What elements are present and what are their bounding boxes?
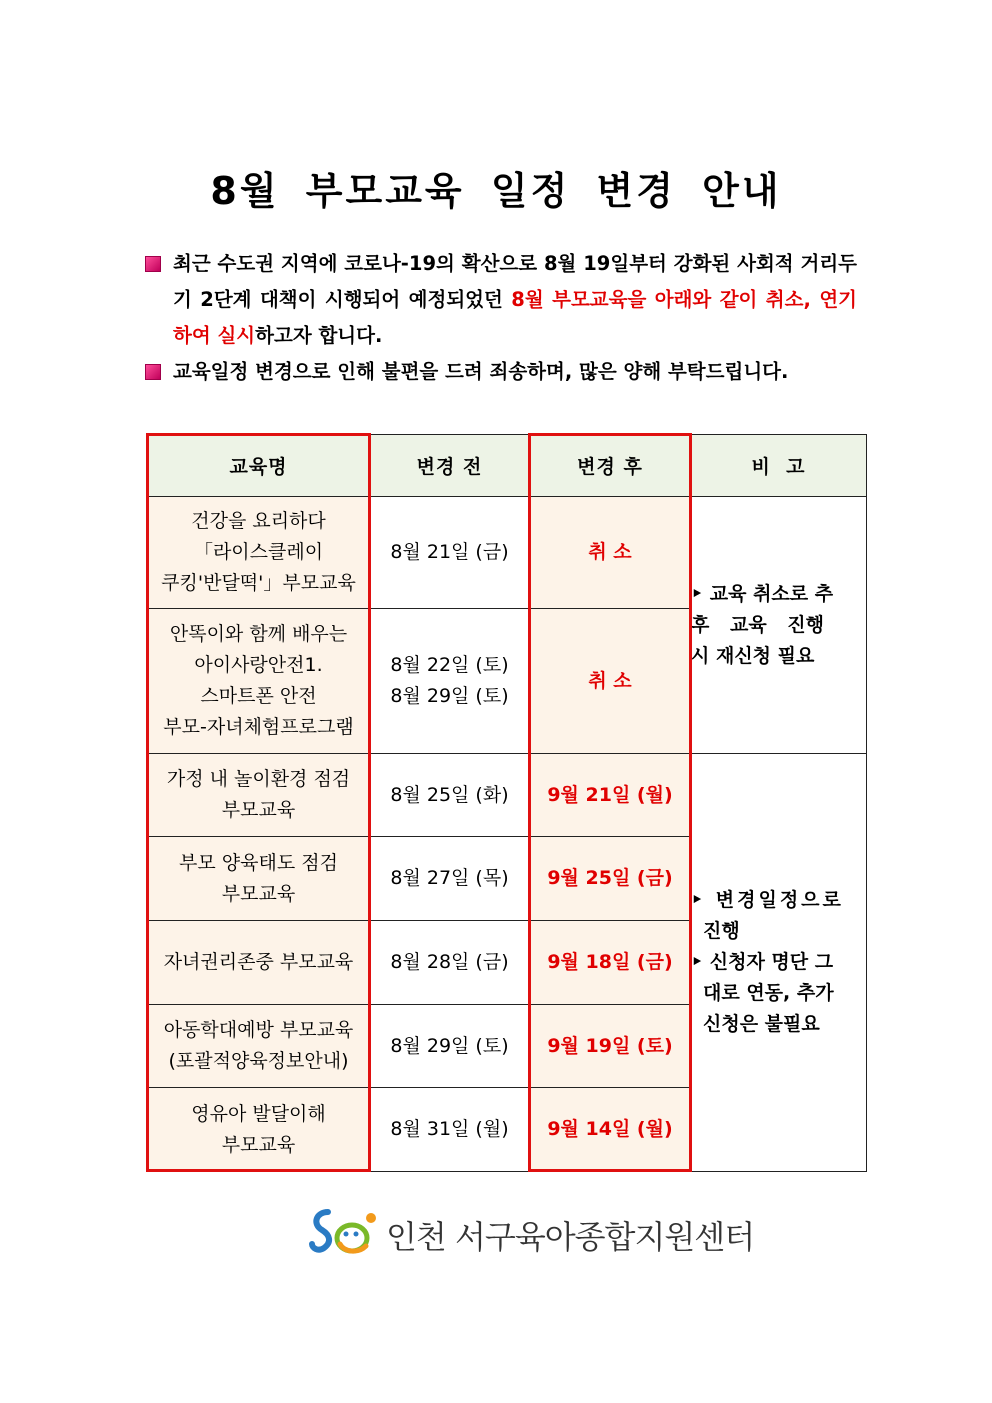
center-logo: [308, 1202, 755, 1262]
header-after: 변경 후: [530, 435, 691, 497]
program-name: 부모 양육태도 점검 부모교육: [148, 837, 370, 921]
bullet-apology-text: 교육일정 변경으로 인해 불편을 드려 죄송하며, 많은 양해 부탁드립니다.: [173, 360, 789, 383]
date-before: 8월 27일 (목): [370, 837, 530, 921]
date-before: 8월 25일 (화): [370, 754, 530, 837]
bullet-apology: [145, 354, 857, 390]
program-name: 아동학대예방 부모교육 (포괄적양육정보안내): [148, 1005, 370, 1088]
remarks-cancel: ‣ 교육 취소로 추 후 교육 진행 시 재신청 필요: [691, 497, 867, 754]
bullet-covid-notice: [145, 246, 857, 354]
table-header-row: [148, 435, 867, 497]
date-after: 9월 25일 (금): [530, 837, 691, 921]
bullet-text-part-a: 최근 수도권 지역에 코로나-19의 확산으로 8월 19일부터 강화된 사회적 거리두기 2단계 대책이 시행되어 예정되었던: [173, 252, 857, 311]
center-logo-text: 인천 서구육아종합지원센터: [386, 1218, 755, 1256]
table-row: [148, 754, 867, 837]
bullet-square-icon: [145, 364, 161, 380]
date-after: 취 소: [530, 497, 691, 609]
bullet-text-highlight: 8월 부모교육을 아래와 같이 취소, 연기하여 실시: [173, 288, 857, 347]
program-name: 안똑이와 함께 배우는 아이사랑안전1. 스마트폰 안전 부모-자녀체험프로그램: [148, 609, 370, 754]
schedule-table: [147, 434, 867, 1172]
date-after: 9월 14일 (월): [530, 1088, 691, 1172]
date-before: 8월 29일 (토): [370, 1005, 530, 1088]
table-row: [148, 497, 867, 609]
date-after: 취 소: [530, 609, 691, 754]
page-title: 8월 부모교육 일정 변경 안내: [210, 169, 782, 213]
bullet-text-part-b: 하고자 합니다.: [255, 324, 383, 347]
program-name: 건강을 요리하다 「라이스클레이 쿠킹'반달떡'」부모교육: [148, 497, 370, 609]
bullet-square-icon: [145, 256, 161, 272]
center-logo-icon: [308, 1204, 380, 1260]
program-name: 가정 내 놀이환경 점검 부모교육: [148, 754, 370, 837]
date-before: 8월 28일 (금): [370, 921, 530, 1005]
date-before: 8월 22일 (토) 8월 29일 (토): [370, 609, 530, 754]
notice-bullets: [145, 246, 857, 390]
date-after: 9월 19일 (토): [530, 1005, 691, 1088]
header-program-name: 교육명: [148, 435, 370, 497]
remarks-change: ‣ 변경일정으로 진행 ‣ 신청자 명단 그 대로 연동, 추가 신청은 불필요: [691, 754, 867, 1172]
date-before: 8월 21일 (금): [370, 497, 530, 609]
date-after: 9월 21일 (월): [530, 754, 691, 837]
program-name: 자녀권리존중 부모교육: [148, 921, 370, 1005]
header-remarks: 비 고: [691, 435, 867, 497]
program-name: 영유아 발달이해 부모교육: [148, 1088, 370, 1172]
header-before: 변경 전: [370, 435, 530, 497]
date-before: 8월 31일 (월): [370, 1088, 530, 1172]
date-after: 9월 18일 (금): [530, 921, 691, 1005]
